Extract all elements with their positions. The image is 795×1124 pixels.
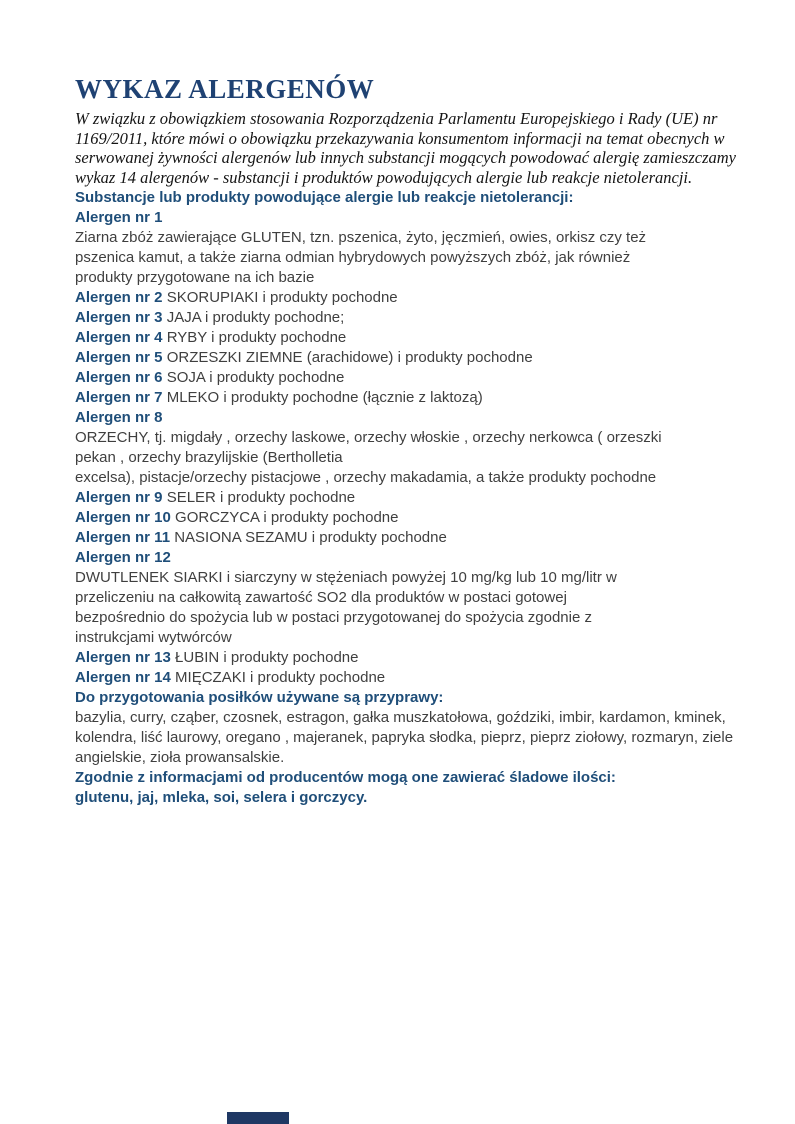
text-line (75, 488, 740, 508)
line-text: DWUTLENEK SIARKI i siarczyny w stężeniach powyżej 10 mg/kg lub 10 mg/litr w (75, 569, 617, 586)
intro-paragraph (75, 109, 740, 187)
allergen-heading: Substancje lub produkty powodujące alergie lub reakcje nietolerancji: (75, 189, 574, 206)
allergen-heading: Alergen nr 9 (75, 489, 163, 506)
allergen-heading: Alergen nr 7 (75, 389, 163, 406)
allergen-heading: Zgodnie z informacjami od producentów mogą one zawierać śladowe ilości: (75, 769, 616, 786)
line-text: pszenica kamut, a także ziarna odmian hybrydowych powyższych zbóż, jak również (75, 249, 631, 266)
allergen-heading: Alergen nr 12 (75, 549, 171, 566)
document-page (75, 74, 740, 808)
line-text: angielskie, zioła prowansalskie. (75, 749, 285, 766)
text-line (75, 308, 740, 328)
text-line (75, 368, 740, 388)
text-line (75, 708, 740, 728)
text-line (75, 228, 740, 248)
line-text: ORZESZKI ZIEMNE (arachidowe) i produkty pochodne (162, 349, 533, 366)
line-text: SKORUPIAKI i produkty pochodne (162, 289, 398, 306)
intro-line: serwowanej żywności alergenów lub innych substancji mogących powodować alergię zamieszczamy (75, 148, 736, 167)
line-text: MLEKO i produkty pochodne (łącznie z laktozą) (162, 389, 483, 406)
text-line (75, 728, 740, 748)
text-line (75, 348, 740, 368)
line-text: bazylia, curry, cząber, czosnek, estragon, gałka muszkatołowa, goździki, imbir, kardamon, kminek, (75, 709, 726, 726)
line-text: ORZECHY, tj. migdały , orzechy laskowe, orzechy włoskie , orzechy nerkowca ( orzeszki (75, 429, 662, 446)
allergen-heading: Alergen nr 4 (75, 329, 163, 346)
text-line (75, 648, 740, 668)
line-text: NASIONA SEZAMU i produkty pochodne (170, 529, 447, 546)
text-line (75, 528, 740, 548)
line-text: RYBY i produkty pochodne (162, 329, 347, 346)
line-text: przeliczeniu na całkowitą zawartość SO2 dla produktów w postaci gotowej (75, 589, 567, 606)
line-text: Ziarna zbóż zawierające GLUTEN, tzn. pszenica, żyto, jęczmień, owies, orkisz czy też (75, 229, 647, 246)
line-text: SOJA i produkty pochodne (162, 369, 345, 386)
text-line (75, 748, 740, 768)
line-text: produkty przygotowane na ich bazie (75, 269, 315, 286)
page-title: WYKAZ ALERGENÓW (75, 74, 375, 104)
text-line (75, 428, 740, 448)
line-text: excelsa), pistacje/orzechy pistacjowe , orzechy makadamia, a także produkty pochodne (75, 469, 657, 486)
line-text: JAJA i produkty pochodne; (162, 309, 345, 326)
text-line (75, 188, 740, 208)
text-line (75, 268, 740, 288)
allergen-heading: Alergen nr 10 (75, 509, 171, 526)
line-text: pekan , orzechy brazylijskie (Bertholletia (75, 449, 343, 466)
line-text: bezpośrednio do spożycia lub w postaci przygotowanej do spożycia zgodnie z (75, 609, 592, 626)
text-line (75, 328, 740, 348)
text-line (75, 448, 740, 468)
allergen-heading: Alergen nr 14 (75, 669, 171, 686)
allergen-heading: Alergen nr 6 (75, 369, 163, 386)
line-text: kolendra, liść laurowy, oregano , majeranek, papryka słodka, pieprz, pieprz ziołowy, rozmaryn, ziele (75, 729, 734, 746)
intro-line: 1169/2011, które mówi o obowiązku przekazywania konsumentom informacji na temat obecnych w (75, 128, 725, 148)
allergen-heading: Alergen nr 5 (75, 349, 163, 366)
line-text: instrukcjami wytwórców (75, 629, 232, 646)
line-text: MIĘCZAKI i produkty pochodne (170, 669, 386, 686)
text-line (75, 468, 740, 488)
text-line (75, 208, 740, 228)
intro-line: wykaz 14 alergenów - substancji i produktów powodujących alergie lub reakcje nietolerancji. (75, 167, 693, 187)
allergen-list (75, 188, 740, 808)
text-line (75, 688, 740, 708)
text-line (75, 508, 740, 528)
text-line (75, 568, 740, 588)
allergen-heading: Alergen nr 11 (75, 529, 171, 546)
text-line (75, 588, 740, 608)
text-line (75, 548, 740, 568)
allergen-heading: Alergen nr 1 (75, 209, 163, 226)
text-line (75, 248, 740, 268)
line-text: GORCZYCA i produkty pochodne (170, 509, 399, 526)
intro-line: W związku z obowiązkiem stosowania Rozporządzenia Parlamentu Europejskiego i Rady (UE) nr (75, 109, 718, 128)
text-line (75, 628, 740, 648)
allergen-heading: Alergen nr 3 (75, 309, 163, 326)
text-line (75, 408, 740, 428)
line-text: ŁUBIN i produkty pochodne (170, 649, 359, 666)
allergen-heading: Alergen nr 8 (75, 409, 163, 426)
text-line (75, 668, 740, 688)
allergen-heading: Alergen nr 2 (75, 289, 163, 306)
text-line (75, 768, 740, 788)
allergen-heading: Alergen nr 13 (75, 649, 171, 666)
next-page-fragment (227, 1112, 289, 1124)
text-line (75, 788, 740, 808)
text-line (75, 288, 740, 308)
line-text: SELER i produkty pochodne (162, 489, 356, 506)
text-line (75, 388, 740, 408)
allergen-heading: Do przygotowania posiłków używane są przyprawy: (75, 689, 444, 706)
allergen-heading: glutenu, jaj, mleka, soi, selera i gorczycy. (75, 789, 368, 806)
text-line (75, 608, 740, 628)
